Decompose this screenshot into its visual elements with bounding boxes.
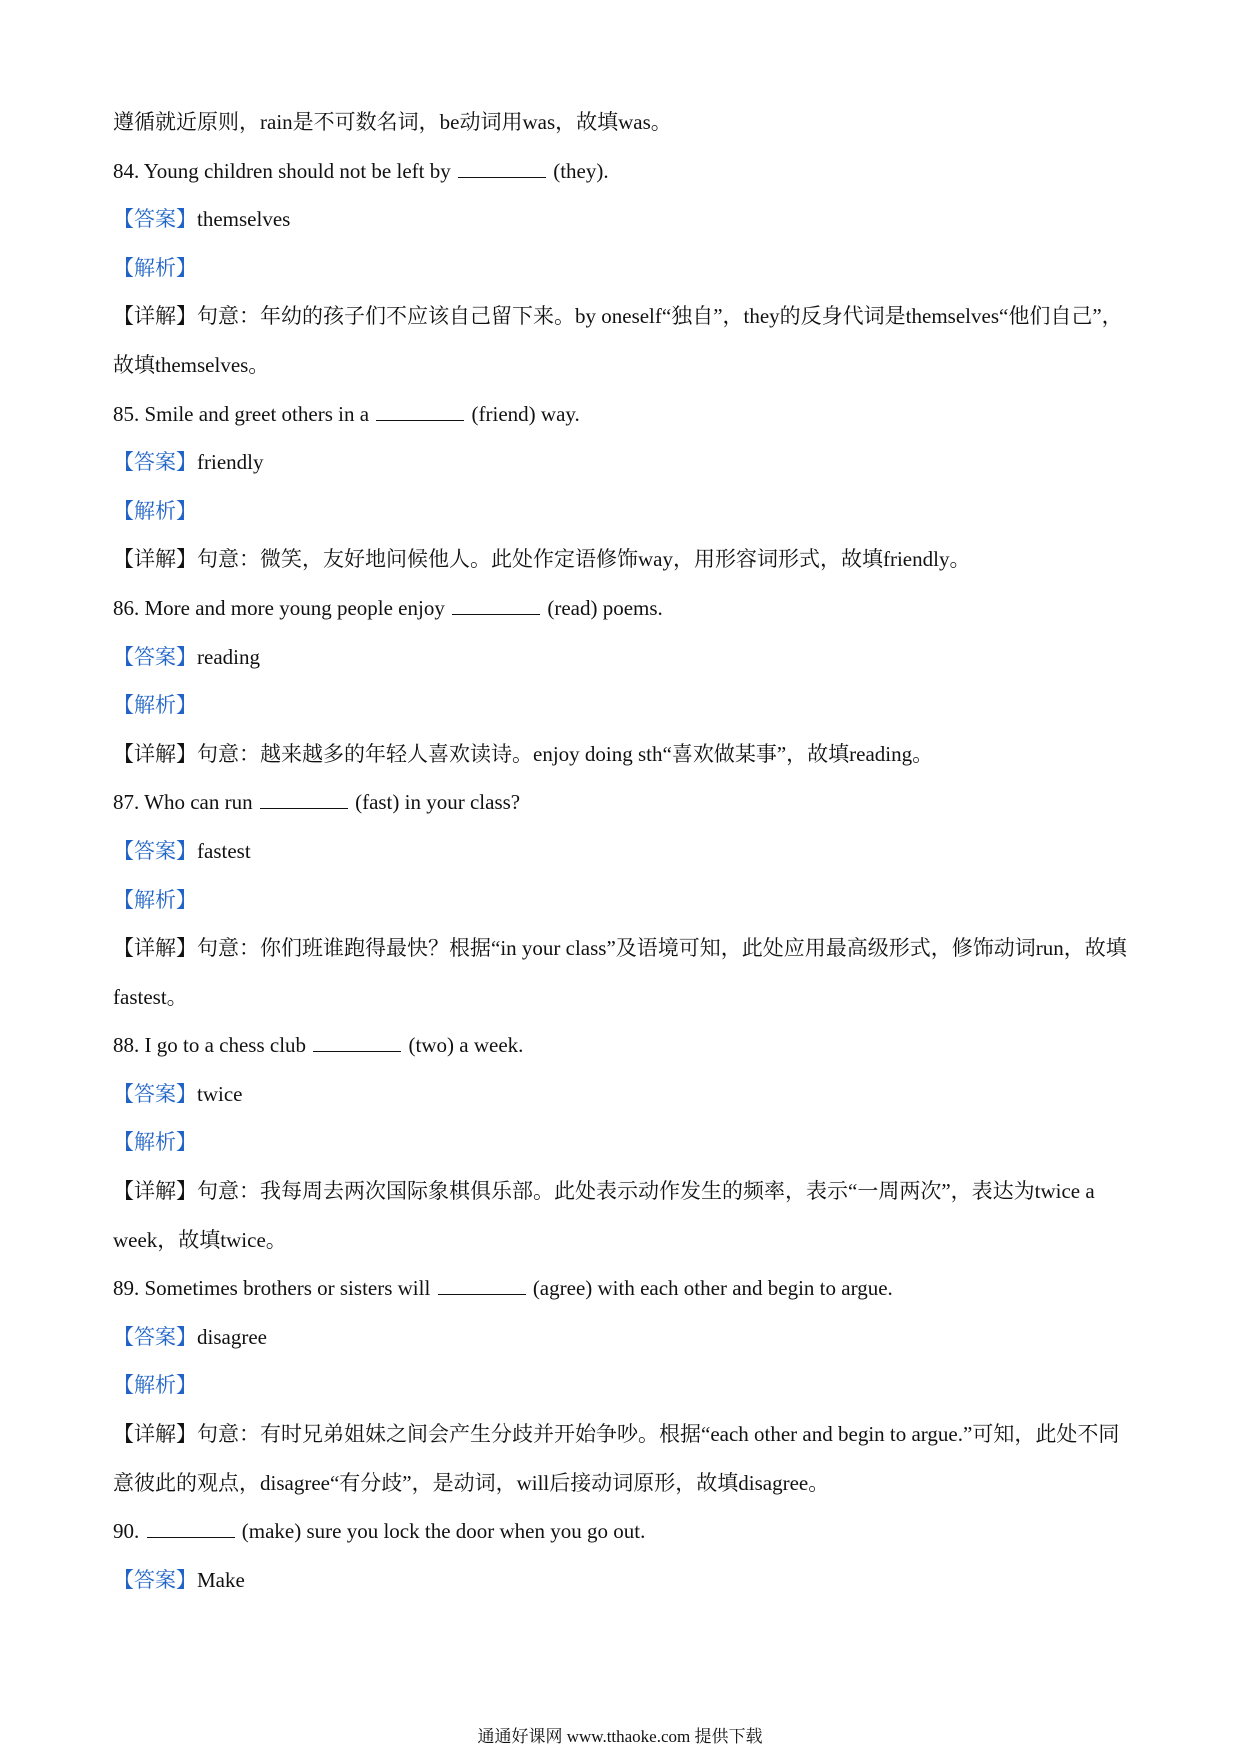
detail-text: 句意：越来越多的年轻人喜欢读诗。enjoy doing sth“喜欢做某事”，故填reading。 (197, 741, 934, 766)
answer-text: friendly (197, 450, 264, 475)
question-hint: (friend) way. (471, 401, 580, 426)
answer-label: 【答案】 (113, 1081, 197, 1106)
answer-label: 【答案】 (113, 1567, 197, 1592)
answer-label: 【答案】 (113, 1324, 197, 1349)
answer-blank (260, 792, 348, 809)
detail-label: 【详解】 (113, 1179, 197, 1204)
detail-label: 【详解】 (113, 936, 197, 961)
detail-89 (113, 1410, 1133, 1507)
answer-blank (458, 161, 546, 178)
question-85 (113, 390, 1133, 439)
question-84 (113, 147, 1133, 196)
answer-blank (452, 598, 540, 615)
question-text: 85. Smile and greet others in a (113, 401, 370, 426)
answer-text: twice (197, 1081, 243, 1106)
answer-84 (113, 195, 1133, 244)
answer-blank (438, 1278, 526, 1295)
detail-text: 句意：我每周去两次国际象棋俱乐部。此处表示动作发生的频率，表示“一周两次”，表达为twice a week，故填twice。 (113, 1179, 1095, 1252)
answer-blank (376, 404, 464, 421)
answer-88 (113, 1070, 1133, 1119)
analysis-label: 【解析】 (113, 887, 197, 912)
detail-label: 【详解】 (113, 304, 197, 329)
answer-text: fastest (197, 838, 251, 863)
answer-label: 【答案】 (113, 207, 197, 232)
answer-text: disagree (197, 1324, 267, 1349)
analysis-85 (113, 487, 1133, 536)
question-hint: (agree) with each other and begin to argue. (532, 1276, 893, 1301)
detail-label: 【详解】 (113, 1422, 197, 1447)
detail-text: 句意：你们班谁跑得最快？根据“in your class”及语境可知，此处应用最高级形式，修饰动词run，故填fastest。 (113, 936, 1127, 1009)
detail-87 (113, 924, 1133, 1021)
answer-85 (113, 438, 1133, 487)
detail-86 (113, 730, 1133, 779)
analysis-87 (113, 876, 1133, 925)
analysis-86 (113, 681, 1133, 730)
question-hint: (read) poems. (547, 595, 663, 620)
answer-label: 【答案】 (113, 838, 197, 863)
detail-text: 句意：年幼的孩子们不应该自己留下来。by oneself“独自”，they的反身代词是themselves“他们自己”，故填themselves。 (113, 304, 1123, 377)
question-text: 86. More and more young people enjoy (113, 595, 445, 620)
analysis-label: 【解析】 (113, 1130, 197, 1155)
answer-blank (313, 1035, 401, 1052)
answer-blank (147, 1521, 235, 1538)
answer-89 (113, 1313, 1133, 1362)
detail-88 (113, 1167, 1133, 1264)
detail-text: 句意：微笑，友好地问候他人。此处作定语修饰way，用形容词形式，故填friendly。 (197, 547, 971, 572)
question-hint: (they). (553, 158, 609, 183)
answer-text: reading (197, 644, 260, 669)
document-body (113, 98, 1133, 1604)
question-text: 84. Young children should not be left by (113, 158, 451, 183)
answer-text: Make (197, 1567, 245, 1592)
analysis-88 (113, 1118, 1133, 1167)
question-hint: (fast) in your class? (355, 790, 521, 815)
analysis-89 (113, 1361, 1133, 1410)
detail-label: 【详解】 (113, 741, 197, 766)
question-text: 88. I go to a chess club (113, 1033, 307, 1058)
question-88 (113, 1021, 1133, 1070)
question-text: 89. Sometimes brothers or sisters will (113, 1276, 431, 1301)
analysis-label: 【解析】 (113, 693, 197, 718)
answer-label: 【答案】 (113, 644, 197, 669)
answer-90 (113, 1556, 1133, 1605)
question-text: 87. Who can run (113, 790, 253, 815)
analysis-84 (113, 244, 1133, 293)
answer-87 (113, 827, 1133, 876)
detail-85 (113, 535, 1133, 584)
question-89 (113, 1264, 1133, 1313)
question-hint: (make) sure you lock the door when you go out. (241, 1519, 646, 1544)
text-line: 遵循就近原则，rain是不可数名词，be动词用was，故填was。 (113, 110, 672, 134)
analysis-label: 【解析】 (113, 498, 197, 523)
question-hint: (two) a week. (408, 1033, 524, 1058)
detail-text: 句意：有时兄弟姐妹之间会产生分歧并开始争吵。根据“each other and begin to argue.”可知，此处不同意彼此的观点，disagree“有分歧”，是动词，will后接动词原形，故填disagree。 (113, 1422, 1120, 1495)
question-87 (113, 778, 1133, 827)
question-text: 90. (113, 1519, 140, 1544)
answer-86 (113, 633, 1133, 682)
answer-label: 【答案】 (113, 450, 197, 475)
answer-text: themselves (197, 207, 291, 232)
detail-84 (113, 292, 1133, 389)
page-footer: 通通好课网 www.tthaoke.com 提供下载 (477, 1727, 763, 1746)
continuation-text (113, 98, 1133, 147)
analysis-label: 【解析】 (113, 1373, 197, 1398)
detail-label: 【详解】 (113, 547, 197, 572)
analysis-label: 【解析】 (113, 255, 197, 280)
question-86 (113, 584, 1133, 633)
question-90 (113, 1507, 1133, 1556)
